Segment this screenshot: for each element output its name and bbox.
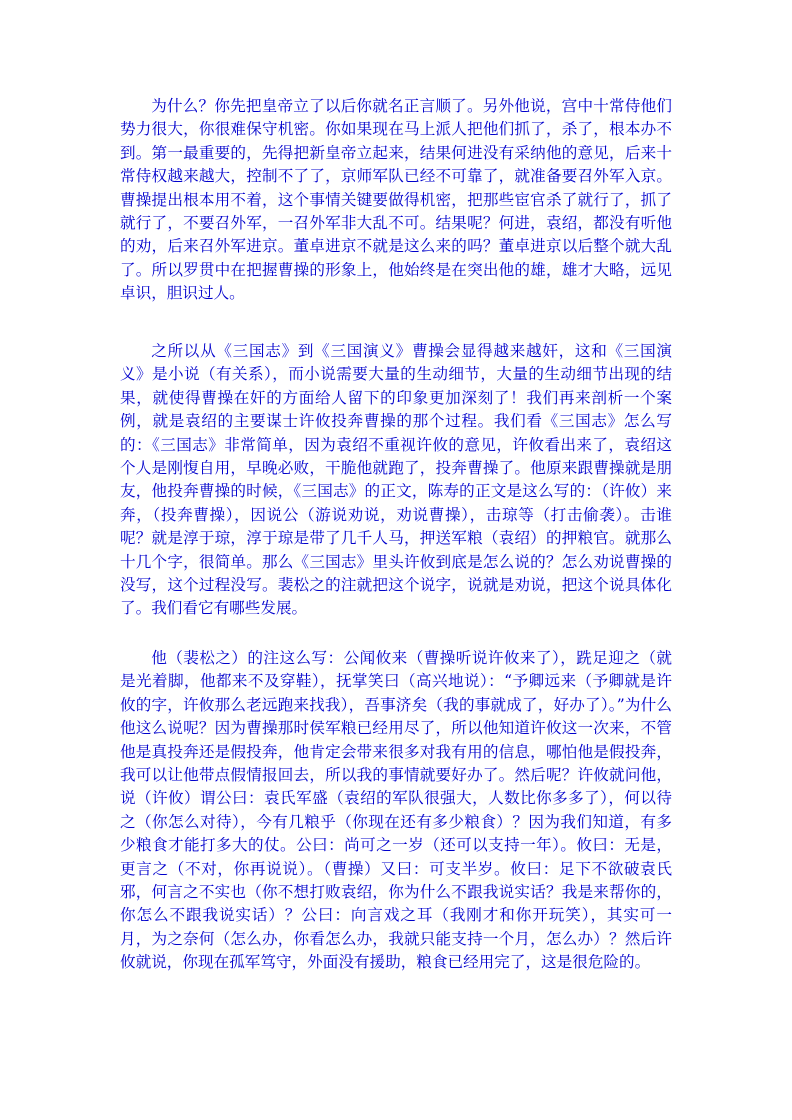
paragraph-2: 之所以从《三国志》到《三国演义》曹操会显得越来越奸，这和《三国演义》是小说（有关系），而小说需要大量的生动细节，大量的生动细节出现的结果，就使得曹操在奸的方面给人留下的印象更加深刻了！我们再来剖析一个案例，就是袁绍的主要谋士许攸投奔曹操的那个过程。我们看《三国志》怎么写的：《三国志》非常简单，因为袁绍不重视许攸的意见，许攸看出来了，袁绍这个人是刚愎自用，早晚必败，干脆他就跑了，投奔曹操了。他原来跟曹操就是朋友，他投奔曹操的时候，《三国志》的正文，陈寿的正文是这么写的：（许攸）来奔，（投奔曹操），因说公（游说劝说，劝说曹操），击琼等（打击偷袭）。击谁呢？就是淳于琼，淳于琼是带了几千人马，押送军粮（袁绍）的押粮官。就那么十几个字，很简单。那么《三国志》里头许攸到底是怎么说的？怎么劝说曹操的没写，这个过程没写。裴松之的注就把这个说字，说就是劝说，把这个说具体化了。我们看它有哪些发展。 xyxy=(120,342,672,618)
paragraph-1: 为什么？你先把皇帝立了以后你就名正言顺了。另外他说，宫中十常侍他们势力很大，你很难保守机密。你如果现在马上派人把他们抓了，杀了，根本办不到。第一最重要的，先得把新皇帝立起来，结果何进没有采纳他的意见，后来十常侍权越来越大，控制不了了，京师军队已经不可靠了，就准备要召外军入京。曹操提出根本用不着，这个事情关键要做得机密，把那些宦官杀了就行了，抓了就行了，不要召外军，一召外军非大乱不可。结果呢？何进，袁绍，都没有听他的劝，后来召外军进京。董卓进京不就是这么来的吗？董卓进京以后整个就大乱了。所以罗贯中在把握曹操的形象上，他始终是在突出他的雄，雄才大略，远见卓识，胆识过人。 xyxy=(120,97,672,303)
paragraph-3: 他（裴松之）的注这么写：公闻攸来（曹操听说许攸来了），跣足迎之（就是光着脚，他都来不及穿鞋），抚掌笑曰（高兴地说）：“予卿远来（予卿就是许攸的字，许攸那么老远跑来找我），吾事济矣（我的事就成了，好办了）。”为什么他这么说呢？因为曹操那时侯军粮已经用尽了，所以他知道许攸这一次来，不管他是真投奔还是假投奔，他肯定会带来很多对我有用的信息，哪怕他是假投奔，我可以让他带点假情报回去，所以我的事情就要好办了。然后呢？许攸就问他，说（许攸）谓公曰：袁氏军盛（袁绍的军队很强大，人数比你多多了），何以待之（你怎么对待），今有几粮乎（你现在还有多少粮食）？因为我们知道，有多少粮食才能打多大的仗。公曰：尚可之一岁（还可以支持一年）。攸曰：无是，更言之（不对，你再说说）。（曹操）又曰：可支半岁。攸曰：足下不欲破袁氏邪，何言之不实也（你不想打败袁绍，你为什么不跟我说实话？我是来帮你的，你怎么不跟我说实话）？公曰：向言戏之耳（我刚才和你开玩笑），其实可一月，为之奈何（怎么办，你看怎么办，我就只能支持一个月，怎么办）？然后许攸就说，你现在孤军笃守，外面没有援助，粮食已经用完了，这是很危险的。 xyxy=(120,649,672,972)
